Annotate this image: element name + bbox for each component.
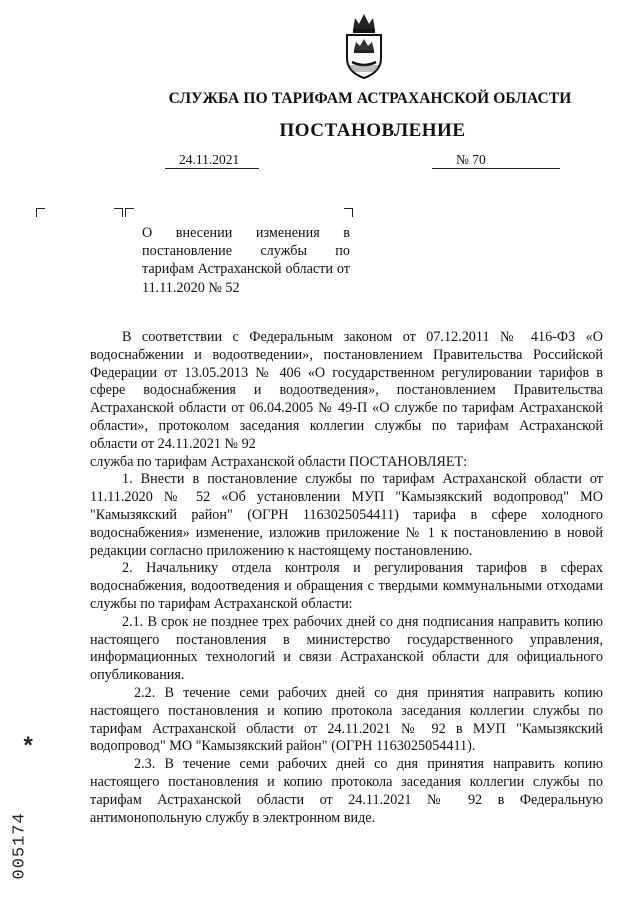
item-1-paragraph: 1. Внести в постановление службы по тарифам Астраханской области от 11.11.2020 № 52 «Об установлении МУП "Камызякский водопровод" МО "Камызякский район" (ОГРН 1163025054411) тарифа в сфере холодного водоснабжения» изменение, изложив приложение № 1 к постановлению в новой редакции согласно приложению к настоящему постановлению. <box>90 471 603 559</box>
subject-corner-right-inner <box>114 208 123 217</box>
margin-stamp-code: 005174 <box>10 812 30 880</box>
item-2-1-paragraph: 2.1. В срок не позднее трех рабочих дней со дня подписания направить копию настоящего постановления в министерство государственного управления, информационных технологий и связи Астраханской области для официального опубликования. <box>90 613 603 684</box>
subject-corner-right <box>344 208 353 217</box>
coat-of-arms-emblem <box>339 10 389 82</box>
preamble-paragraph: В соответствии с Федеральным законом от 07.12.2011 № 416-ФЗ «О водоснабжении и водоотведении», постановлением Правительства Российской Федерации от 13.05.2013 № 406 «О государственном регулировании тарифов в сфере водоснабжения и водоотведения», постановлением Правительства Астраханской области от 06.04.2005 № 49-П «О службе по тарифам Астраханской области», протоколом заседания коллегии службы по тарифам Астраханской области от 24.11.2021 № 92 <box>90 329 603 452</box>
document-number: № 70 <box>432 152 560 169</box>
document-subject: О внесении изменения в постановление службы по тарифам Астраханской области от 11.11.2020 № 52 <box>142 225 350 296</box>
resolves-paragraph: служба по тарифам Астраханской области ПОСТАНОВЛЯЕТ: <box>90 453 468 470</box>
document-date: 24.11.2021 <box>165 152 259 169</box>
organization-name: СЛУЖБА ПО ТАРИФАМ АСТРАХАНСКОЙ ОБЛАСТИ <box>168 90 572 107</box>
subject-corner-left-inner <box>125 208 134 217</box>
item-2-2-paragraph: 2.2. В течение семи рабочих дней со дня принятия направить копию настоящего постановления и копию протокола заседания коллегии службы по тарифам Астраханской области от 24.11.2021 № 92 в МУП "Камызякский водопровод" МО "Камызякский район" (ОГРН 1163025054411). <box>90 684 603 755</box>
item-2-3-paragraph: 2.3. В течение семи рабочих дней со дня принятия направить копию настоящего постановления и копию протокола заседания коллегии службы по тарифам Астраханской области от 24.11.2021 № 92 в Федеральную антимонопольную службу в электронном виде. <box>90 756 603 826</box>
item-2-paragraph: 2. Начальнику отдела контроля и регулирования тарифов в сферах водоснабжения, водоотведения и обращения с твердыми коммунальными отходами службы по тарифам Астраханской области: <box>90 560 603 612</box>
subject-corner-left <box>36 208 45 217</box>
document-body <box>90 329 603 827</box>
margin-star-mark: * <box>21 735 36 762</box>
document-type: ПОСТАНОВЛЕНИЕ <box>279 120 466 141</box>
